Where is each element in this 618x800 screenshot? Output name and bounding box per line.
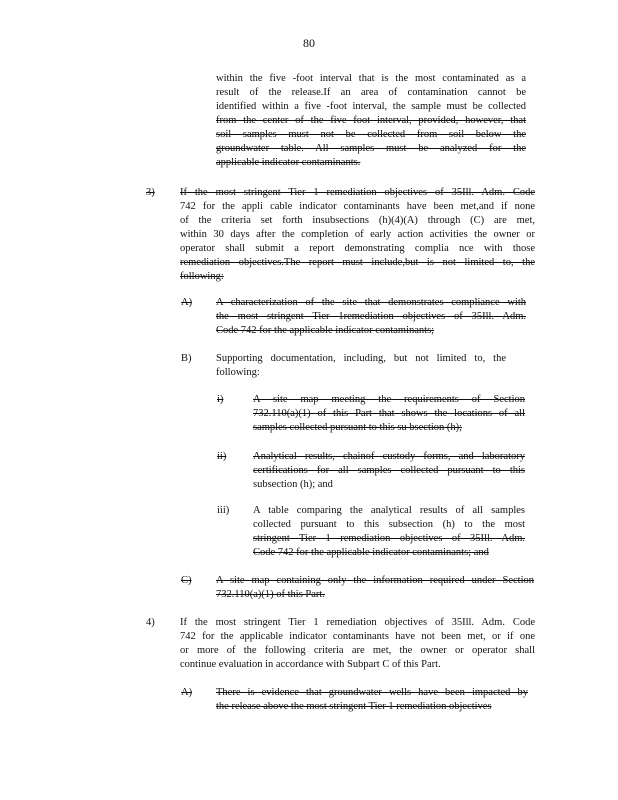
item-3c-paragraph: [216, 574, 534, 602]
text-line: following:: [180, 271, 224, 282]
item-3b-paragraph: [216, 352, 506, 380]
text-line: A table comparing the analytical results of all samples: [253, 505, 525, 516]
text-line: within 30 days after the completion of early action activities the owner or: [180, 229, 535, 240]
text-line: 742 for the appli cable indicator contaminants have been met,and if none: [180, 201, 535, 212]
text-line: following:: [216, 367, 260, 378]
text-line: Code 742 for the applicable indicator contaminants;: [216, 325, 435, 336]
text-line: subsection (h); and: [253, 479, 333, 490]
continuation-paragraph: [216, 72, 526, 170]
item-3a-paragraph: [216, 296, 526, 338]
item-3b-iii-label: iii): [217, 505, 230, 516]
item-3b-i-label: i): [217, 394, 224, 405]
text-line: remediation objectives.The report must include,but is not limited to, the: [180, 257, 535, 268]
item-3c-label: C): [181, 575, 192, 586]
text-line: within the five -foot interval that is the most contaminated as a: [216, 73, 526, 84]
text-line: from the center of the five foot interval, provided, however, that: [216, 115, 526, 126]
item-3-label: 3): [146, 187, 155, 198]
text-line: Supporting documentation, including, but not limited to, the: [216, 353, 506, 364]
text-line: operator shall submit a report demonstrating complia nce with those: [180, 243, 535, 254]
text-line: or more of the following criteria are met, the owner or operator shall: [180, 645, 535, 656]
text-line: result of the release.If an area of contamination cannot be: [216, 87, 526, 98]
item-3b-ii-label: ii): [217, 451, 227, 462]
item-3b-ii-paragraph: [253, 450, 525, 492]
text-line: samples collected pursuant to this su bsection (h);: [253, 422, 463, 433]
text-line: continue evaluation in accordance with Subpart C of this Part.: [180, 659, 441, 670]
text-line: collected pursuant to this subsection (h) to the most: [253, 519, 525, 530]
text-line: If the most stringent Tier 1 remediation objectives of 35Ill. Adm. Code: [180, 617, 535, 628]
text-line: stringent Tier 1 remediation objectives of 35Ill. Adm.: [253, 533, 525, 544]
text-line: Code 742 for the applicable indicator contaminants; and: [253, 547, 489, 558]
text-line: Analytical results, chainof custody forms, and laboratory: [253, 451, 525, 462]
item-3b-i-paragraph: [253, 393, 525, 435]
text-line: A site map meeting the requirements of Section: [253, 394, 525, 405]
text-line: A characterization of the site that demonstrates compliance with: [216, 297, 526, 308]
text-line: the most stringent Tier 1remediation objectives of 35Ill. Adm.: [216, 311, 526, 322]
text-line: groundwater table. All samples must be analyzed for the: [216, 143, 526, 154]
text-line: certifications for all samples collected pursuant to this: [253, 465, 525, 476]
text-line: There is evidence that groundwater wells have been impacted by: [216, 687, 528, 698]
text-line: of the criteria set forth insubsections (h)(4)(A) through (C) are met,: [180, 215, 535, 226]
text-line: 732.110(a)(1) of this Part that shows the locations of all: [253, 408, 525, 419]
item-3b-label: B): [181, 353, 192, 364]
item-3-paragraph: [180, 186, 535, 284]
item-4-paragraph: [180, 616, 535, 672]
text-line: If the most stringent Tier 1 remediation objectives of 35Ill. Adm. Code: [180, 187, 535, 198]
text-line: 742 for the applicable indicator contaminants have not been met, or if one: [180, 631, 535, 642]
text-line: the release above the most stringent Tier 1 remediation objectives: [216, 701, 492, 712]
item-3b-iii-paragraph: [253, 504, 525, 560]
item-4a-label: A): [181, 687, 193, 698]
text-line: 732.110(a)(1) of this Part.: [216, 589, 325, 600]
item-4a-paragraph: [216, 686, 528, 714]
item-3a-label: A): [181, 297, 193, 308]
text-line: A site map containing only the information required under Section: [216, 575, 534, 586]
text-line: identified within a five -foot interval, the sample must be collected: [216, 101, 526, 112]
page-number: 80: [303, 36, 315, 50]
text-line: applicable indicator contaminants.: [216, 157, 361, 168]
text-line: soil samples must not be collected from soil below the: [216, 129, 526, 140]
item-4-label: 4): [146, 617, 155, 628]
